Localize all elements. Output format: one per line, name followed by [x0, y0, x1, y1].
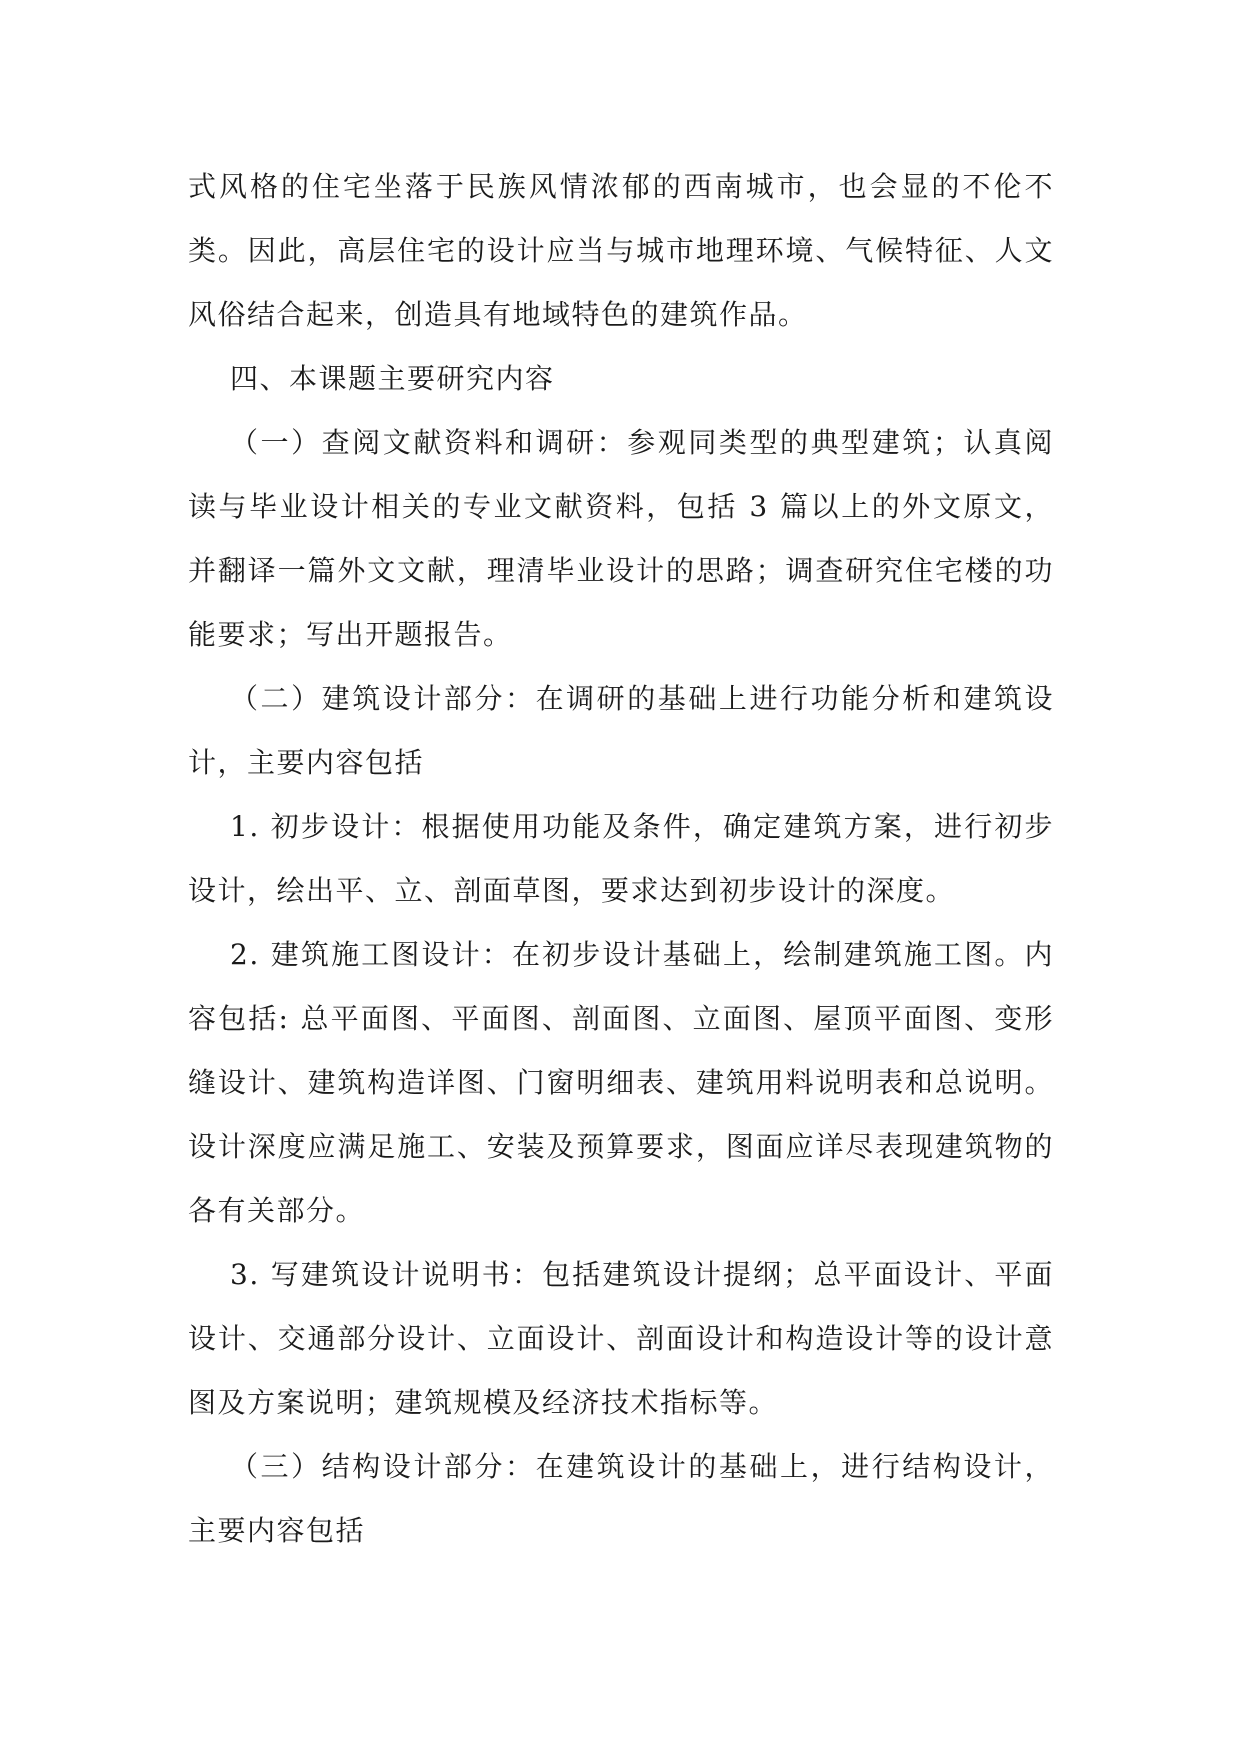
paragraph-architectural-design: （二）建筑设计部分：在调研的基础上进行功能分析和建筑设计，主要内容包括 — [188, 682, 1054, 779]
paragraph-1: 式风格的住宅坐落于民族风情浓郁的西南城市，也会显的不伦不类。因此，高层住宅的设计应当与城市地理环境、气候特征、人文风俗结合起来，创造具有地域特色的建筑作品。 — [188, 170, 1054, 331]
paragraph-structural-design: （三）结构设计部分：在建筑设计的基础上，进行结构设计，主要内容包括 — [188, 1450, 1054, 1547]
document-body — [188, 155, 1054, 1563]
paragraph-literature-research: （一）查阅文献资料和调研：参观同类型的典型建筑；认真阅读与毕业设计相关的专业文献资料，包括 3 篇以上的外文原文，并翻译一篇外文文献，理清毕业设计的思路；调查研究住宅楼的功能要求；写出开题报告。 — [188, 426, 1054, 651]
list-item-design-specification: 3. 写建筑设计说明书：包括建筑设计提纲；总平面设计、平面设计、交通部分设计、立面设计、剖面设计和构造设计等的设计意图及方案说明；建筑规模及经济技术指标等。 — [188, 1258, 1054, 1419]
list-item-preliminary-design: 1. 初步设计：根据使用功能及条件，确定建筑方案，进行初步设计，绘出平、立、剖面草图，要求达到初步设计的深度。 — [188, 810, 1054, 907]
section-heading-4: 四、本课题主要研究内容 — [230, 362, 555, 395]
list-item-construction-drawings: 2. 建筑施工图设计：在初步设计基础上，绘制建筑施工图。内容包括: 总平面图、平面图、剖面图、立面图、屋顶平面图、变形缝设计、建筑构造详图、门窗明细表、建筑用料说明表和总说明。设计深度应满足施工、安装及预算要求，图面应详尽表现建筑物的各有关部分。 — [188, 938, 1054, 1227]
